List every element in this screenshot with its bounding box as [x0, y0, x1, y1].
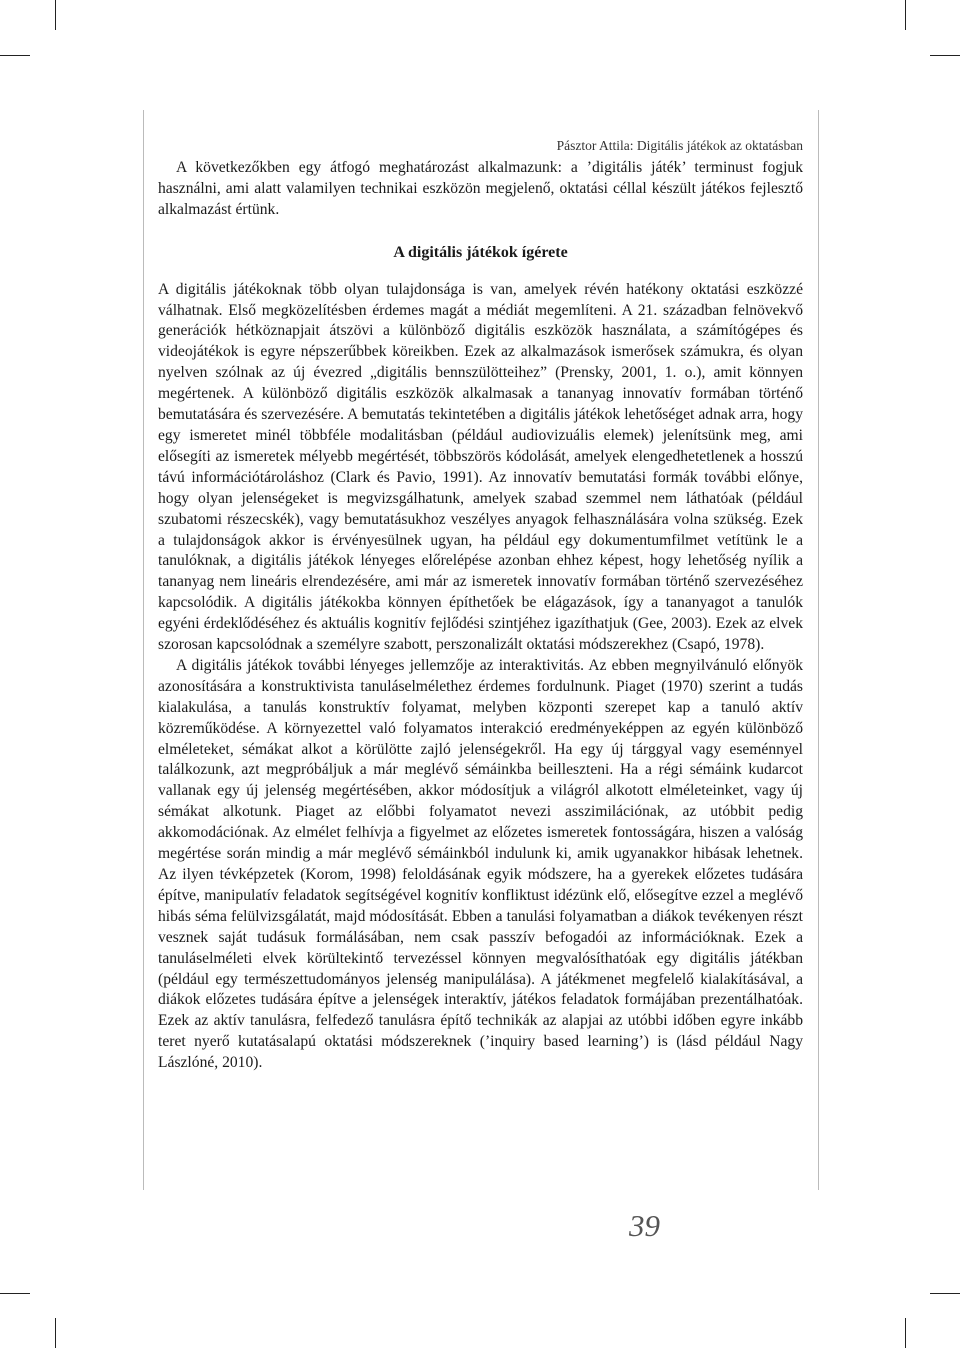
crop-mark-bottom-right-h [930, 1293, 960, 1294]
body-paragraph-2: A digitális játékok további lényeges jellemzője az interaktivitás. Az ebben megnyilvánuló előnyök azonosítására a konstruktivista tanuláselmélethez érdemes fordulnunk. Piaget (1970) szerint a tudás kialakulása, a tanulás konstruktív folyamat, melyben központi szerepet kap a tanuló aktív közreműködése. A környezettel való folyamatos interakció eredményeképpen az egyén különböző elméleteket, sémákat alkot a körülötte zajló jelenségekről. Ha egy új tárggyal vagy eseménnyel találkozunk, azt megpróbáljuk a már meglévő sémáinkba beilleszteni. Ha a régi sémáink kudarcot vallanak egy új jelenség megértésében, akkor módosítjuk a világról alkotott elméleteinket, vagy új sémákat alkotunk. Piaget az előbbi folyamatot nevezi asszimilációnak, az utóbbit pedig akkomodációnak. Az elmélet felhívja a figyelmet az előzetes ismeretek fontosságára, hiszen a valóság megértése során mindig a már meglévő sémáinkból indulunk ki, amik ugyanakkor hibásak lehetnek. Az ilyen tévképzetek (Korom, 1998) feloldásának egyik módszere, ha a gyerekek előzetes tudására építve, manipulatív feladatok segítségével kognitív konfliktust idézünk elő, elősegítve ezzel a meglévő hibás séma felülvizsgálatát, majd módosítását. Ebben a tanulási folyamatban a diákok tevékenyen részt vesznek saját tudásuk formálásában, nem csak passzív befogadói az információknak. Ezek a tanuláselméleti elvek körültekintő tervezéssel könnyen megvalósíthatóak egy digitális játékban (például egy természettudományos jelenség manipulálása). A játékmenet megfelelő kialakításával, a diákok előzetes tudására építve a jelenségek interaktív, játékos feladatok formájában prezentálhatóak. Ezek az aktív tanulásra, felfedező tanulásra építő technikák az alapjai az utóbbi időben egyre inkább teret nyerő kutatásalapú oktatási módszereknek (’inquiry based learning’) is (lásd például Nagy Lászlóné, 2010). [158, 656, 803, 1072]
body-paragraph-1: A digitális játékoknak több olyan tulajdonsága is van, amelyek révén hatékony oktatási eszközzé válhatnak. Első megközelítésben érdemes magát a médiát megemlíteni. A 21. században felnövekvő generációk hétköznapjait átszövi a különböző digitális eszközök használata, a számítógépes és videojátékok is egyre népszerűbbek köreikben. Ezek az alkalmazások ismerősek számukra, és olyan nyelven szólnak az új évezred „digitális bennszülötteihez” (Prensky, 2001, 1. o.), amit könnyen megértenek. A különböző digitális eszközök alkalmasak a tananyag innovatív formában történő bemutatására és szervezésére. A bemutatás tekintetében a digitális játékok lehetőséget adnak arra, hogy egy ismeretet minél többféle modalitásban (például audiovizuális elemek) jelenítsünk meg, ami elősegíti az ismeretek mélyebb megértését, többszörös kódolását, amelyek elengedhetetlenek a hosszú távú információtároláshoz (Clark és Pavio, 1991). Az innovatív bemutatási formák további előnye, hogy olyan jelenségeket is megvizsgálhatunk, amelyek szabad szemmel nem láthatóak (például szubatomi részecskék), vagy bemutatásukhoz veszélyes anyagok felhasználására volna szükség. Ezek a tulajdonságok akkor is érvényesülnek ugyan, ha például egy dokumentumfilmet vetítünk le a tanulóknak, a digitális játékok lényeges előrelépése azonban ehhez képest, hogy lehetőség nyílik a tananyag nem lineáris elrendezésére, ami már az ismeretek innovatív formában történő szervezéséhez kapcsolódik. A digitális játékokba könnyen építhetőek be elágazások, így a tananyagot a tanulók egyéni érdeklődéséhez és aktuális kognitív fejlődési szintjéhez igazíthatjuk (Gee, 2003). Ezek az elvek szorosan kapcsolódnak a személyre szabott, perszonalizált oktatási módszerekhez (Csapó, 1978). [158, 280, 803, 654]
section-title: A digitális játékok ígérete [393, 243, 568, 261]
crop-mark-bottom-left [55, 1318, 56, 1348]
margin-line-right [818, 110, 819, 1190]
crop-mark-top-right-h [930, 55, 960, 56]
crop-mark-top-left-h [0, 55, 30, 56]
page-number: 39 [629, 1208, 660, 1243]
page-body [158, 158, 803, 1074]
margin-line-left [143, 110, 144, 1190]
crop-mark-top-right [905, 0, 906, 30]
crop-mark-bottom-right [905, 1318, 906, 1348]
crop-mark-top-left [55, 0, 56, 30]
crop-mark-bottom-left-h [0, 1293, 30, 1294]
intro-paragraph: A következőkben egy átfogó meghatározást alkalmazunk: a ’digitális játék’ terminust fogjuk használni, ami alatt valamilyen technikai eszközön megjelenő, oktatási céllal készült játékos fejlesztő alkalmazást értünk. [158, 159, 803, 218]
running-head: Pásztor Attila: Digitális játékok az oktatásban [556, 138, 803, 153]
